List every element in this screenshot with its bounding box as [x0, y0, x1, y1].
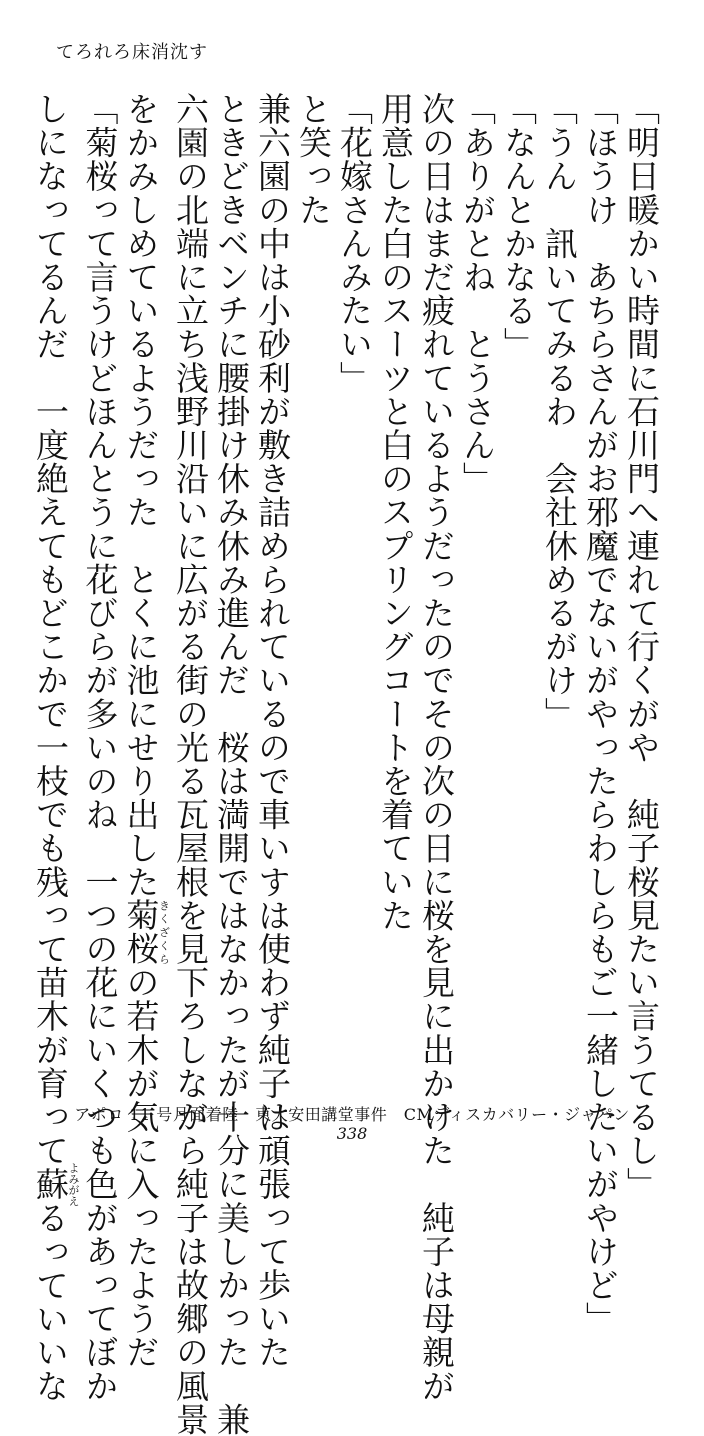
text-column: 六園の北端に立ち浅野川沿いに広がる街の光る瓦屋根を見下ろしながら純子は故郷の風景	[171, 92, 210, 1436]
text-column: ときどきベンチに腰掛け休み休み進んだ 桜は満開ではなかったが十分に美しかった 兼	[212, 92, 251, 1436]
text-column: 「花嫁さんみたい」	[335, 92, 374, 395]
ruby-base: 菊桜	[121, 898, 161, 966]
text-column-with-ruby	[121, 92, 171, 1369]
ruby-annotation	[31, 1162, 80, 1207]
ruby-reading: よみがえ	[67, 1162, 80, 1207]
text-column: 「ほうけ あちらさんがお邪魔でないがやったらわしらもご一緒したいがやけど」	[581, 92, 620, 1336]
text-column: 用意した白のスーツと白のスプリングコートを着ていた	[376, 92, 415, 932]
ruby-reading: きくざくら	[157, 898, 171, 966]
page-number: 338	[336, 1124, 368, 1143]
text-segment: しになってるんだ 一度絶えてもどこかで一枝でも残って苗木が育って	[31, 92, 70, 1168]
ruby-annotation	[121, 898, 171, 966]
ruby-base: 蘇	[31, 1162, 70, 1207]
text-column: 兼六園の中は小砂利が敷き詰められているので車いすは使わず純子は頑張って歩いた	[253, 92, 292, 1369]
text-column: 「明日暖かい時間に石川門へ連れて行くがや 純子桜見たい言うてるし」	[622, 92, 661, 1201]
text-column: 「うん 訊いてみるわ 会社休めるがけ」	[540, 92, 579, 731]
text-segment: の若木が気に入ったようだ	[121, 965, 161, 1369]
text-segment: をかみしめているようだった とくに池にせり出した	[121, 92, 161, 899]
text-column-with-ruby	[30, 92, 80, 1403]
text-column: 「菊桜って言うけどほんとうに花びらが多いのね 一つの花にいくつも色があってぼか	[80, 92, 120, 1403]
text-segment: るっていいな	[31, 1201, 70, 1403]
running-head: てろれろ床消沈す	[56, 42, 208, 63]
text-column: 次の日はまだ疲れているようだったのでその次の日に桜を見に出かけた 純子は母親が	[417, 92, 456, 1403]
text-column: 「ありがとね とうさん」	[458, 92, 497, 496]
text-column: 「なんとかなる」	[499, 92, 538, 361]
footer-title: アポロ 11 号月面着陸 東大安田講堂事件 CMディスカバリー・ジャパン	[74, 1105, 630, 1124]
text-column: と笑った	[294, 92, 333, 227]
